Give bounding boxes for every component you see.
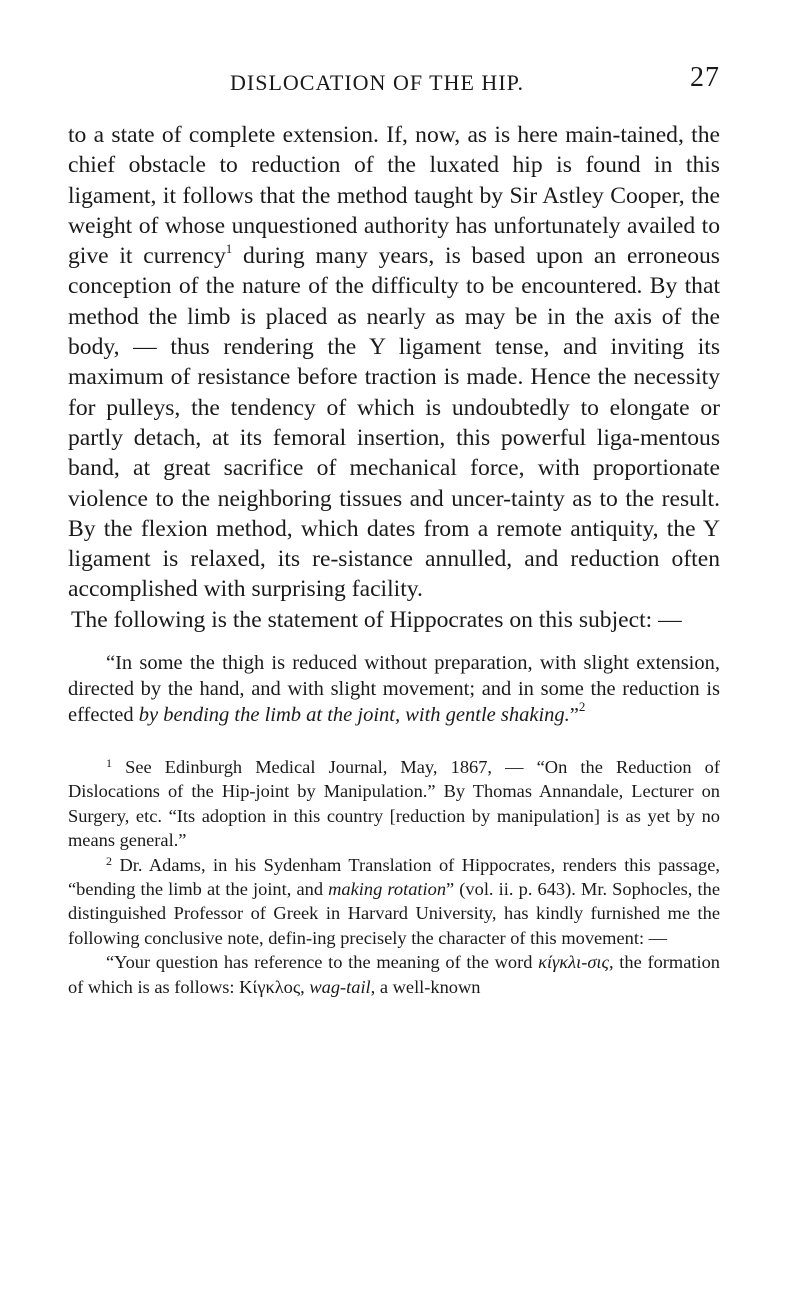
quote-close: ” [569,704,579,727]
footnote-italic: making rotation [328,879,447,900]
page [68,58,720,999]
quote-text [68,650,720,728]
paragraph-text: to a state of complete extension. If, now, as is here main-tained, the chief obstacle to reduction of the luxated hip is found in this ligament, it follows that the method taught by Sir Astley Cooper, the weight of whose unquestioned authority has unfortunately availed to give it currency [68,122,720,270]
footnote-number: 1 [106,756,112,771]
running-header [68,58,720,98]
running-title: DISLOCATION OF THE HIP. [230,70,524,95]
greek-word: κίγκλι-σις [538,952,609,973]
footnote-text: , the formation of which is as follows: [68,952,720,997]
greek-word: Κίγκλος [239,976,301,997]
footnote-marker: 2 [578,699,586,715]
footnote-text: , a well-known [370,976,481,997]
paragraph-text: during many years, is based upon an erroneous conception of the nature of the difficulty to be encountered. By that method the limb is placed as nearly as may be in the axis of the body, — thus rendering the Y ligament tense, and inviting its maximum of resistance before traction is made. Hence the necessity for pulleys, the tendency of which is undoubtedly to elongate or partly detach, at its femoral insertion, this powerful liga-mentous band, at great sacrifice of mechanical force, with proportionate violence to the neighboring tissues and uncer-tainty as to the result. By the flexion method, which dates from a remote antiquity, the Y ligament is relaxed, its re-sistance annulled, and reduction often accomplished with surprising facility. [68,243,720,603]
footnote-text: Dr. Adams, in his Sydenham Translation of Hippocrates, renders this passage, “bending the limb at the joint, and [68,854,720,900]
footnote-text: , [300,976,310,997]
footnote-text: ” (vol. ii. p. 643). Mr. Sophocles, the distinguished Professor of Greek in Harvard University, has kindly furnished me the following conclusive note, defin-ing precisely the character of this movement: — [68,879,720,948]
paragraph [68,120,720,605]
footnote-2-quote [68,950,720,999]
footnote-1 [68,755,720,853]
footnote-text: See Edinburgh Medical Journal, May, 1867, — “On the Reduction of Dislocations of the Hip-joint by Manipulation.” By Thomas Annandale, Lecturer on Surgery, etc. “Its adoption in this country [reduction by manipulation] is as yet by no means general.” [68,757,720,851]
block-quote [68,650,720,728]
footnote-number: 2 [106,853,112,868]
footnote-italic: wag-tail [309,976,371,997]
paragraph: The following is the statement of Hippocrates on this subject: — [71,606,682,633]
quote-italic: by bending the limb at the joint, with gentle shaking. [138,704,570,727]
footnote-marker: 1 [225,241,233,257]
main-text [68,120,720,635]
page-number: 27 [690,62,720,93]
footnotes [68,755,720,999]
footnote-text: “Your question has reference to the meaning of the word [106,952,539,973]
footnote-2 [68,853,720,951]
quote-part: “In some the thigh is reduced without preparation, with slight extension, directed by the hand, and with slight movement; and in some the reduction is effected [68,652,720,727]
